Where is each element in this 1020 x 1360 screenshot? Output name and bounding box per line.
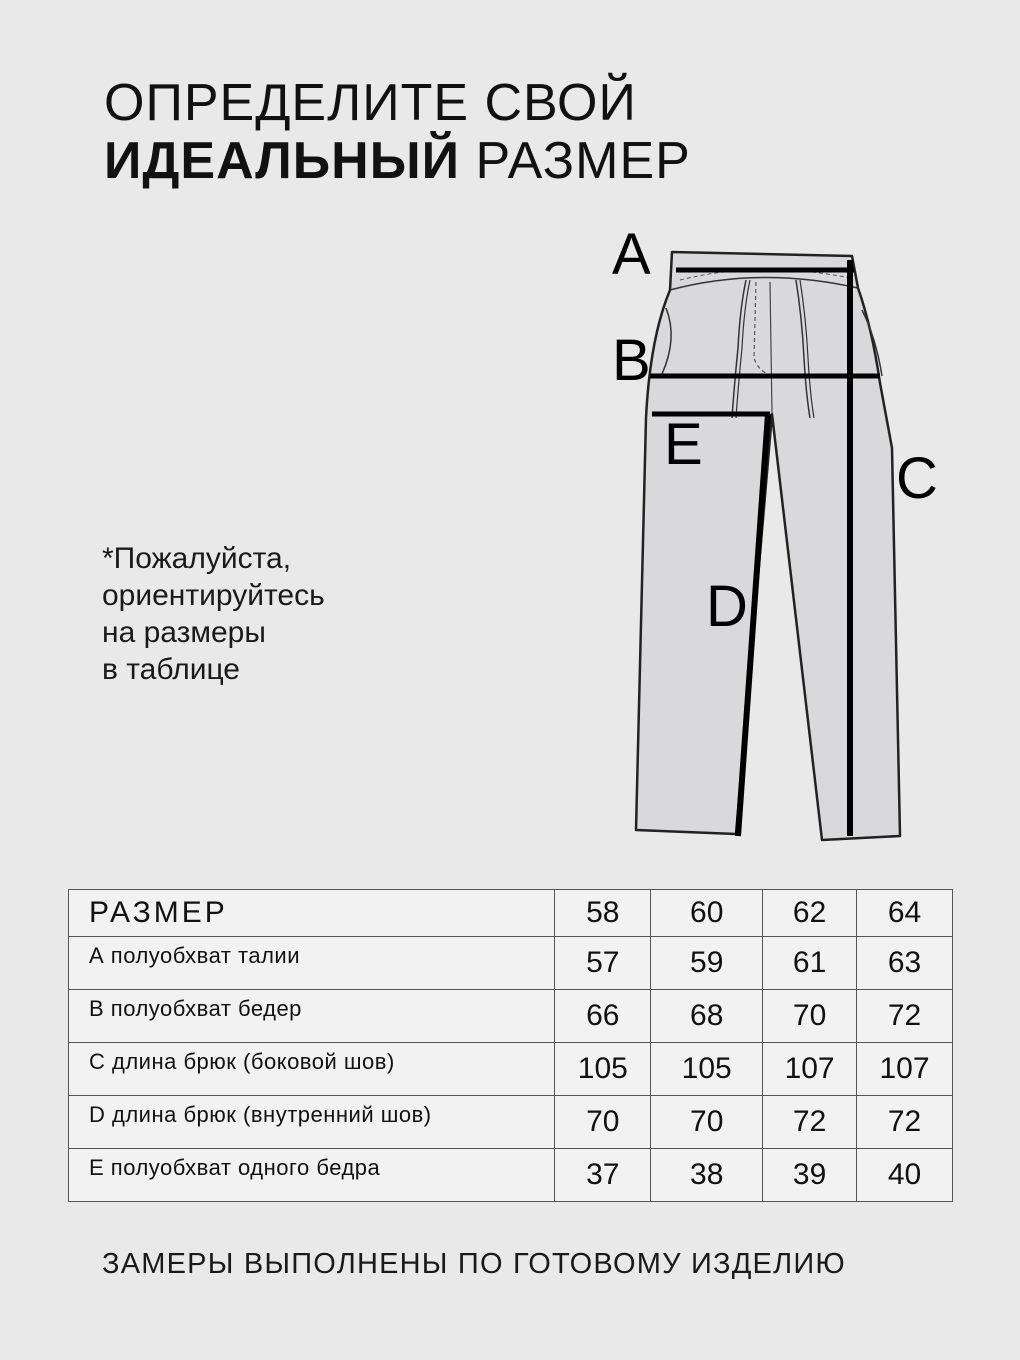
- value-cell: 105: [555, 1043, 651, 1096]
- note-line: на размеры: [102, 616, 266, 649]
- table-row: [69, 937, 953, 990]
- label-e: E: [664, 412, 703, 477]
- value-cell: 66: [555, 990, 651, 1043]
- value-cell: 70: [651, 1096, 763, 1149]
- size-cell: 60: [651, 890, 763, 937]
- row-label: D длина брюк (внутренний шов): [69, 1096, 555, 1149]
- value-cell: 70: [555, 1096, 651, 1149]
- value-cell: 70: [763, 990, 857, 1043]
- size-cell: 62: [763, 890, 857, 937]
- label-d: D: [706, 574, 748, 639]
- note-line: ориентируйтесь: [102, 579, 325, 612]
- row-label: В полуобхват бедер: [69, 990, 555, 1043]
- note-line: в таблице: [102, 653, 240, 686]
- value-cell: 72: [857, 990, 953, 1043]
- value-cell: 37: [555, 1149, 651, 1202]
- size-cell: 58: [555, 890, 651, 937]
- table-row: [69, 1149, 953, 1202]
- label-a: A: [612, 222, 651, 287]
- page-title: [104, 74, 691, 190]
- value-cell: 39: [763, 1149, 857, 1202]
- header-label: РАЗМЕР: [69, 890, 555, 937]
- size-note: [102, 540, 325, 688]
- value-cell: 40: [857, 1149, 953, 1202]
- value-cell: 57: [555, 937, 651, 990]
- value-cell: 105: [651, 1043, 763, 1096]
- value-cell: 68: [651, 990, 763, 1043]
- title-rest: РАЗМЕР: [460, 132, 691, 190]
- size-table: [68, 889, 953, 1202]
- table-row: [69, 1096, 953, 1149]
- value-cell: 107: [857, 1043, 953, 1096]
- table-header-row: [69, 890, 953, 937]
- title-line-1: ОПРЕДЕЛИТЕ СВОЙ: [104, 74, 637, 132]
- label-c: C: [896, 446, 938, 511]
- value-cell: 63: [857, 937, 953, 990]
- footer-note: ЗАМЕРЫ ВЫПОЛНЕНЫ ПО ГОТОВОМУ ИЗДЕЛИЮ: [102, 1248, 846, 1280]
- table-row: [69, 990, 953, 1043]
- value-cell: 61: [763, 937, 857, 990]
- row-label: С длина брюк (боковой шов): [69, 1043, 555, 1096]
- note-line: *Пожалуйста,: [102, 542, 292, 575]
- value-cell: 72: [763, 1096, 857, 1149]
- table-row: [69, 1043, 953, 1096]
- value-cell: 59: [651, 937, 763, 990]
- row-label: Е полуобхват одного бедра: [69, 1149, 555, 1202]
- value-cell: 38: [651, 1149, 763, 1202]
- title-bold-word: ИДЕАЛЬНЫЙ: [104, 132, 460, 190]
- value-cell: 107: [763, 1043, 857, 1096]
- label-b: B: [612, 328, 651, 393]
- title-line-2: [104, 132, 691, 190]
- trousers-measurement-diagram: [600, 218, 960, 848]
- trousers-outline: [636, 252, 900, 840]
- size-cell: 64: [857, 890, 953, 937]
- row-label: А полуобхват талии: [69, 937, 555, 990]
- value-cell: 72: [857, 1096, 953, 1149]
